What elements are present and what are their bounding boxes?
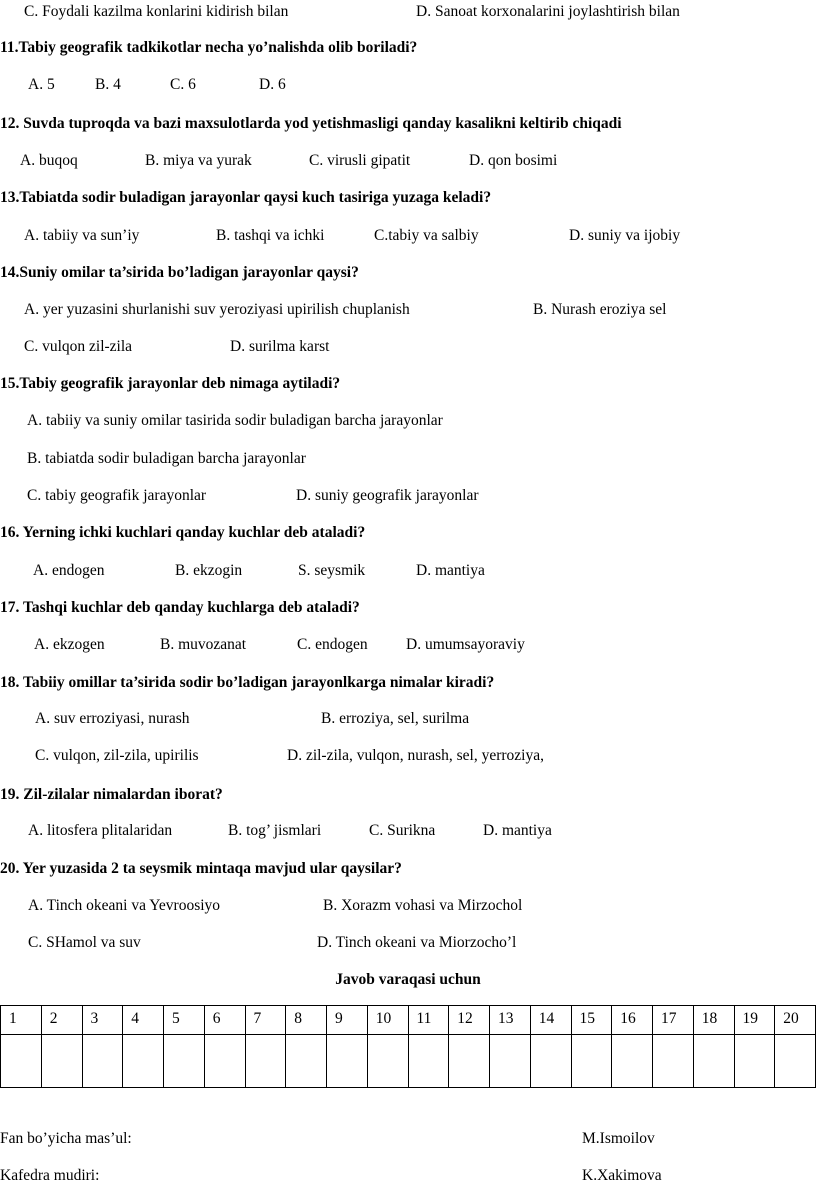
answer-cell[interactable] [164, 1035, 205, 1088]
option: A. tabiiy va sun’iy [24, 227, 140, 244]
answer-cell[interactable] [693, 1035, 734, 1088]
option: B. tabiatda sodir buladigan barcha jarayonlar [27, 450, 306, 467]
answer-sheet-table [0, 1005, 816, 1088]
answer-sheet-title: Javob varaqasi uchun [335, 971, 481, 988]
answer-cell[interactable] [653, 1035, 694, 1088]
option: B. erroziya, sel, surilma [321, 710, 470, 727]
option: A. suv erroziyasi, nurash [35, 710, 190, 727]
answer-cell[interactable] [367, 1035, 408, 1088]
answer-number-cell: 18 [693, 1006, 734, 1035]
answer-cell[interactable] [327, 1035, 368, 1088]
answer-number-cell: 16 [612, 1006, 653, 1035]
option: C. vulqon, zil-zila, upirilis [35, 747, 199, 764]
option: A. 5 [28, 76, 55, 93]
question-15: 15.Tabiy geografik jarayonlar deb nimaga aytiladi? [0, 375, 341, 392]
head-label: Kafedra mudiri: [0, 1167, 100, 1184]
answer-cell[interactable] [82, 1035, 123, 1088]
option: B. tog’ jismlari [228, 822, 322, 839]
responsible-label: Fan bo’yicha mas’ul: [0, 1130, 132, 1147]
option: B. miya va yurak [145, 152, 252, 169]
answer-cell[interactable] [530, 1035, 571, 1088]
answer-number-cell: 4 [123, 1006, 164, 1035]
answer-number-cell: 12 [449, 1006, 490, 1035]
option: B. Nurash eroziya sel [533, 301, 667, 318]
option: A. ekzogen [34, 636, 105, 653]
option: C. endogen [297, 636, 368, 653]
option: D. mantiya [483, 822, 552, 839]
answer-number-cell: 20 [775, 1006, 816, 1035]
option: D. zil-zila, vulqon, nurash, sel, yerroziya, [287, 747, 544, 764]
option: A. Tinch okeani va Yevroosiyo [28, 897, 221, 914]
answer-cell[interactable] [41, 1035, 82, 1088]
head-name: K.Xakimova [582, 1167, 662, 1184]
question-13: 13.Tabiatda sodir buladigan jarayonlar qaysi kuch tasiriga yuzaga keladi? [0, 189, 492, 206]
answer-number-cell: 2 [41, 1006, 82, 1035]
option: B. muvozanat [160, 636, 247, 653]
answer-number-cell: 10 [367, 1006, 408, 1035]
option: C. 6 [170, 76, 196, 93]
option-d: D. Sanoat korxonalarini joylashtirish bilan [416, 3, 680, 20]
option: C. vulqon zil-zila [24, 338, 133, 355]
option: A. endogen [33, 562, 105, 579]
option: B. tashqi va ichki [216, 227, 325, 244]
option: C. Surikna [369, 822, 436, 839]
answer-number-cell: 1 [1, 1006, 42, 1035]
option-c: C. Foydali kazilma konlarini kidirish bilan [24, 3, 289, 20]
answer-cell[interactable] [408, 1035, 449, 1088]
answer-cell[interactable] [204, 1035, 245, 1088]
question-11: 11.Tabiy geografik tadkikotlar necha yo’nalishda olib boriladi? [0, 39, 418, 56]
answer-number-cell: 6 [204, 1006, 245, 1035]
option: D. 6 [259, 76, 286, 93]
question-18: 18. Tabiiy omillar ta’sirida sodir bo’ladigan jarayonlkarga nimalar kiradi? [0, 674, 495, 691]
answer-number-cell: 5 [164, 1006, 205, 1035]
answer-cell[interactable] [490, 1035, 531, 1088]
option: B. Xorazm vohasi va Mirzochol [323, 897, 523, 914]
answer-cell[interactable] [612, 1035, 653, 1088]
option: D. Tinch okeani va Miorzocho’l [317, 934, 517, 951]
answer-cell[interactable] [449, 1035, 490, 1088]
answer-number-cell: 19 [734, 1006, 775, 1035]
option: D. suniy geografik jarayonlar [296, 487, 479, 504]
option: D. qon bosimi [469, 152, 558, 169]
option: A. yer yuzasini shurlanishi suv yeroziyasi upirilish chuplanish [24, 301, 410, 318]
answer-cell[interactable] [571, 1035, 612, 1088]
option: D. surilma karst [230, 338, 330, 355]
option: A. tabiiy va suniy omilar tasirida sodir buladigan barcha jarayonlar [27, 412, 443, 429]
answer-cell[interactable] [245, 1035, 286, 1088]
option: D. suniy va ijobiy [569, 227, 681, 244]
answer-number-cell: 8 [286, 1006, 327, 1035]
question-16: 16. Yerning ichki kuchlari qanday kuchlar deb ataladi? [0, 524, 366, 541]
answer-cell[interactable] [123, 1035, 164, 1088]
option: B. 4 [95, 76, 121, 93]
option: C. virusli gipatit [309, 152, 411, 169]
answer-number-row [1, 1006, 816, 1035]
answer-number-cell: 17 [653, 1006, 694, 1035]
option: A. buqoq [20, 152, 78, 169]
option: C. tabiy geografik jarayonlar [27, 487, 207, 504]
answer-number-cell: 3 [82, 1006, 123, 1035]
question-19: 19. Zil-zilalar nimalardan iborat? [0, 786, 223, 803]
answer-number-cell: 7 [245, 1006, 286, 1035]
option: A. litosfera plitalaridan [28, 822, 173, 839]
question-12: 12. Suvda tuproqda va bazi maxsulotlarda yod yetishmasligi qanday kasalikni keltirib chiqadi [0, 115, 622, 132]
answer-cell[interactable] [286, 1035, 327, 1088]
answer-cell[interactable] [734, 1035, 775, 1088]
option: C.tabiy va salbiy [374, 227, 479, 244]
question-14: 14.Suniy omilar ta’sirida bo’ladigan jarayonlar qaysi? [0, 264, 359, 281]
answer-number-cell: 9 [327, 1006, 368, 1035]
option: B. ekzogin [175, 562, 243, 579]
question-17: 17. Tashqi kuchlar deb qanday kuchlarga deb ataladi? [0, 599, 360, 616]
answer-number-cell: 15 [571, 1006, 612, 1035]
option: D. umumsayoraviy [406, 636, 525, 653]
answer-cell[interactable] [1, 1035, 42, 1088]
option: S. seysmik [298, 562, 366, 579]
option: D. mantiya [416, 562, 485, 579]
answer-blank-row [1, 1035, 816, 1088]
question-20: 20. Yer yuzasida 2 ta seysmik mintaqa mavjud ular qaysilar? [0, 860, 402, 877]
answer-number-cell: 14 [530, 1006, 571, 1035]
answer-number-cell: 11 [408, 1006, 449, 1035]
answer-cell[interactable] [775, 1035, 816, 1088]
responsible-name: M.Ismoilov [582, 1130, 655, 1147]
option: C. SHamol va suv [28, 934, 141, 951]
answer-number-cell: 13 [490, 1006, 531, 1035]
